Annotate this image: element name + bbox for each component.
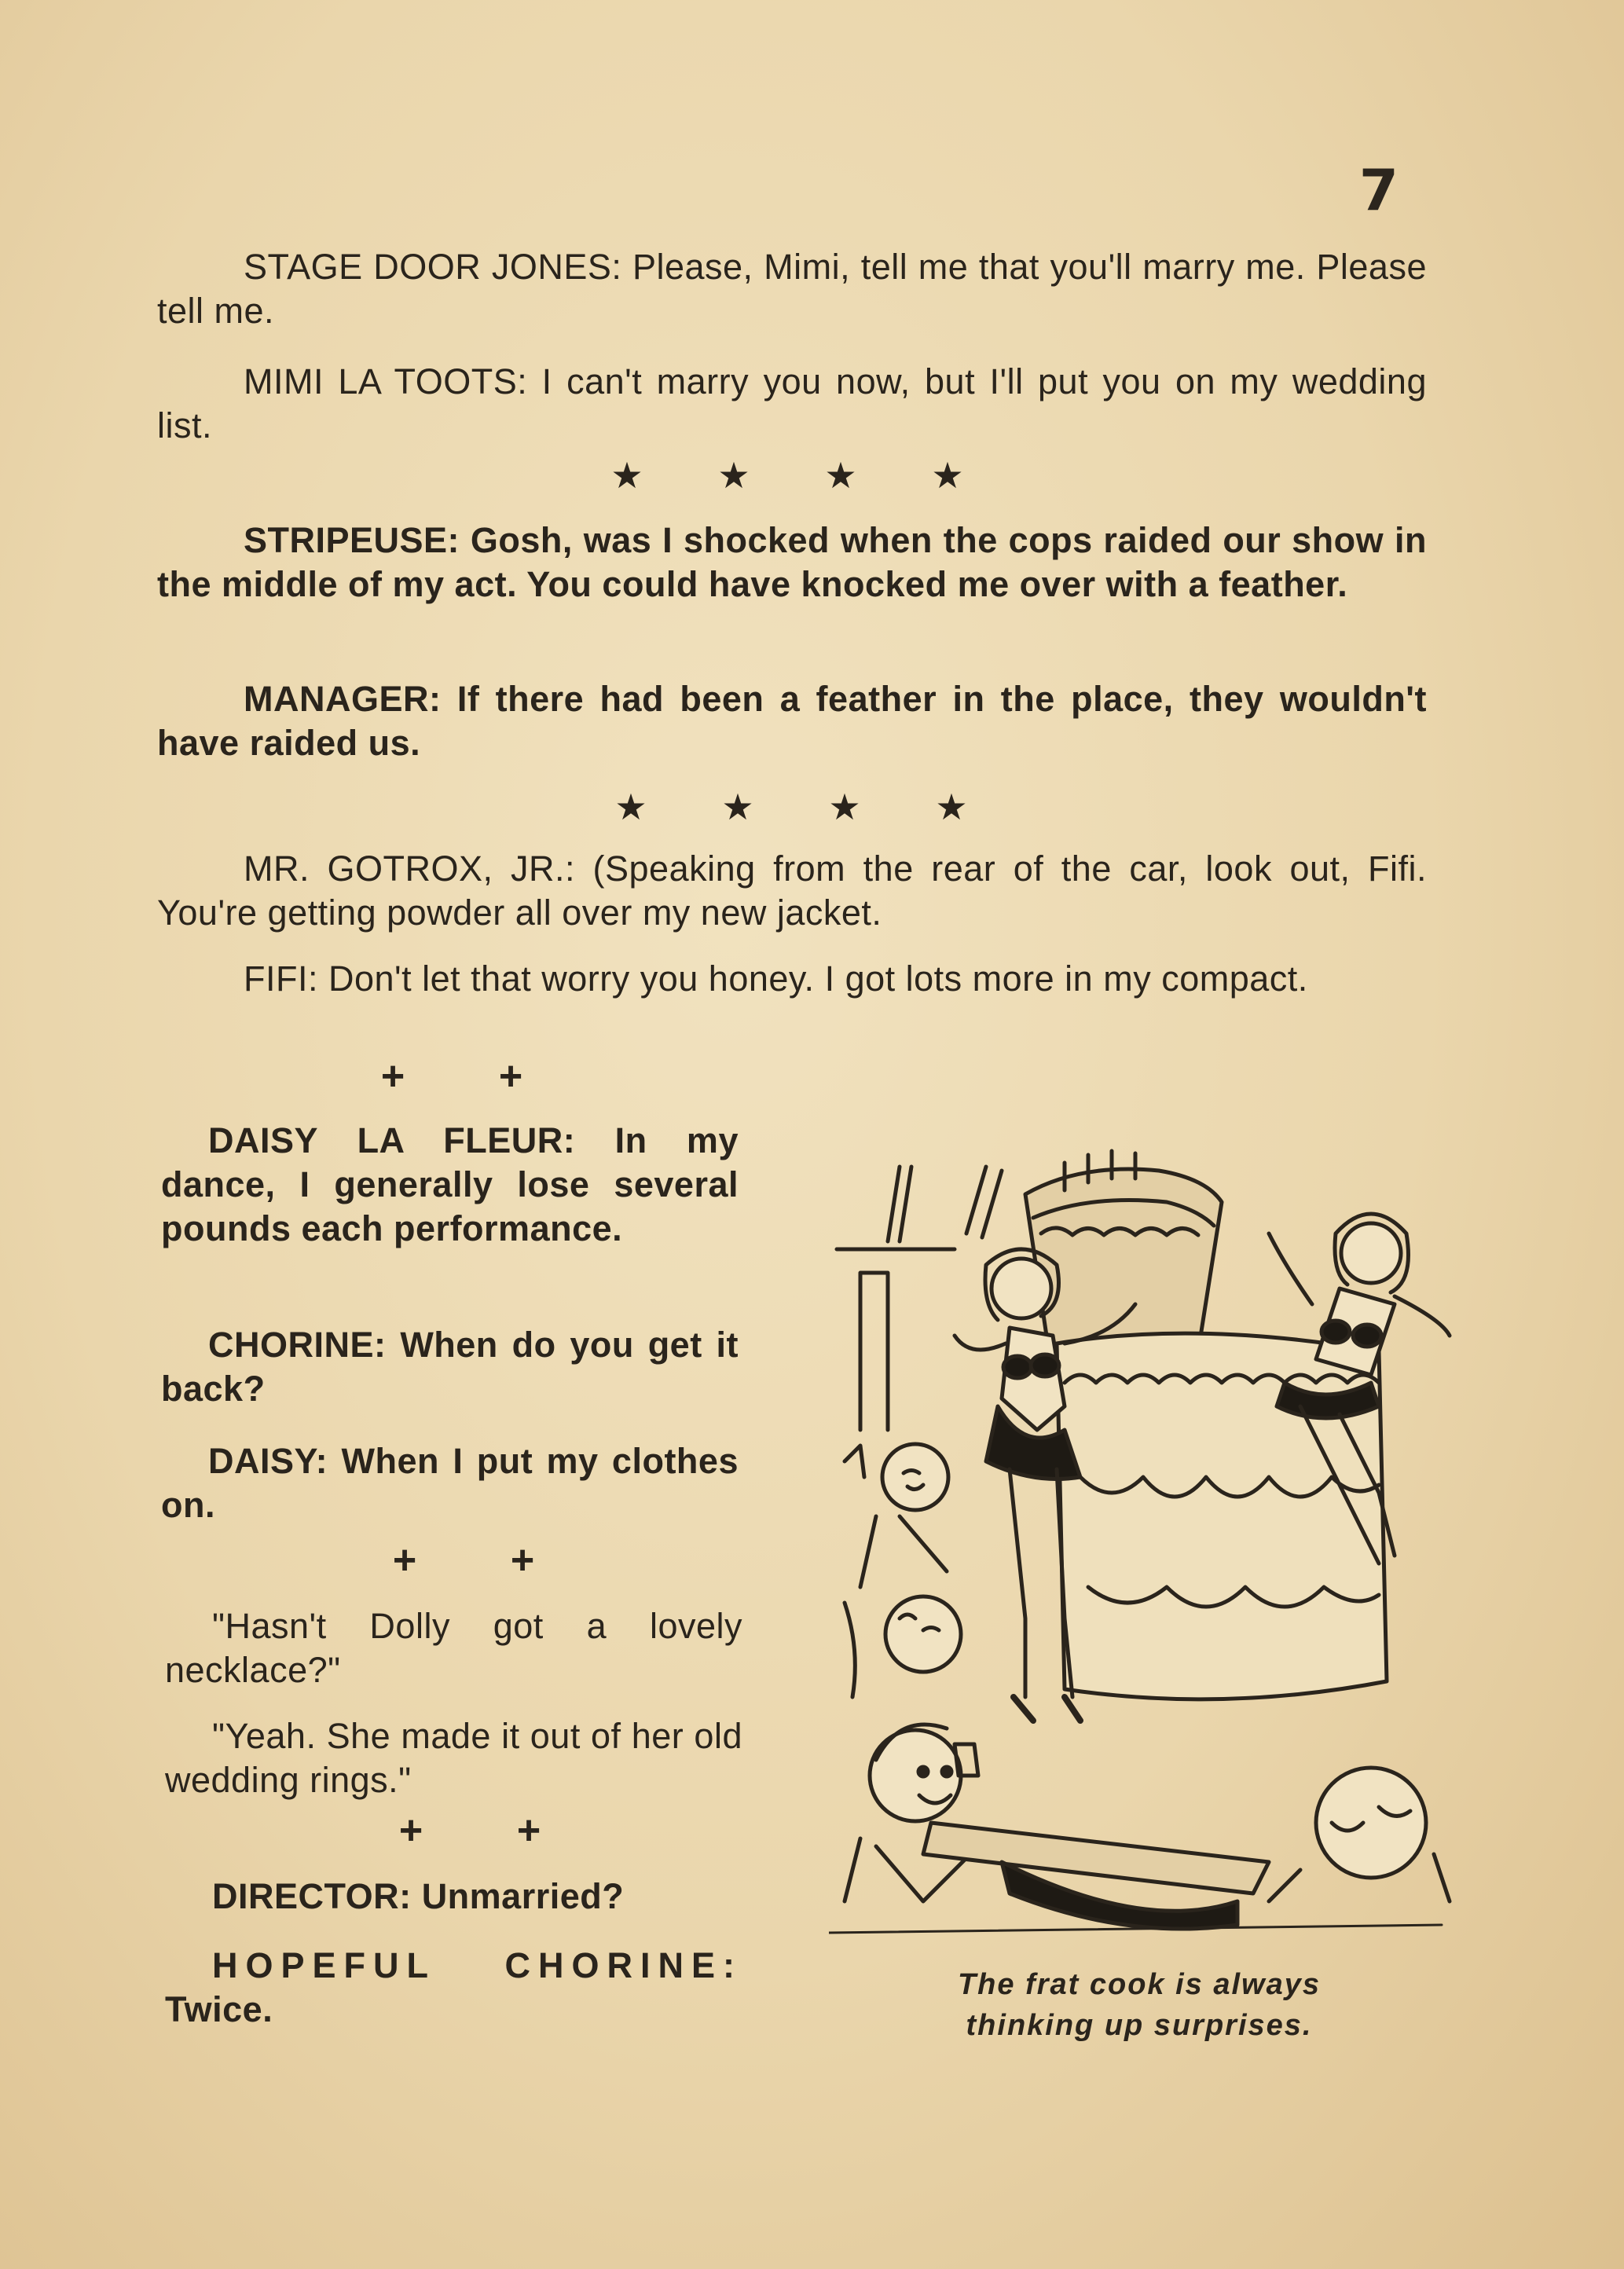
speaker-label: FIFI: bbox=[244, 959, 318, 999]
joke-text: (Speaking from the rear of the car, look out, Fifi. You're getting powder all over my new jacket. bbox=[157, 849, 1427, 933]
cartoon-illustration bbox=[829, 1147, 1457, 1948]
joke-stage-door-jones bbox=[157, 245, 1427, 333]
plus-separator bbox=[346, 1537, 581, 1584]
speaker-label: MIMI LA TOOTS: bbox=[244, 361, 528, 401]
star-icon: ★ bbox=[717, 455, 750, 496]
joke-manager bbox=[157, 677, 1427, 765]
plus-icon: + bbox=[510, 1538, 535, 1583]
joke-text: Don't let that worry you honey. I got lots more in my compact. bbox=[328, 959, 1308, 999]
joke-text: In my dance, I generally lose several pounds each performance. bbox=[161, 1120, 739, 1248]
caption-line: thinking up surprises. bbox=[966, 2009, 1313, 2042]
joke-necklace-answer bbox=[165, 1714, 742, 1802]
joke-text: Twice. bbox=[165, 1989, 273, 2029]
star-icon: ★ bbox=[824, 455, 857, 496]
speaker-label: MANAGER: bbox=[244, 679, 442, 719]
star-icon: ★ bbox=[931, 455, 964, 496]
joke-text: "Hasn't Dolly got a lovely necklace?" bbox=[165, 1606, 742, 1690]
joke-necklace-question bbox=[165, 1604, 742, 1692]
plus-icon: + bbox=[398, 1808, 423, 1853]
joke-text: When I put my clothes on. bbox=[161, 1441, 739, 1525]
joke-chorine bbox=[161, 1323, 739, 1411]
joke-mr-gotrox bbox=[157, 847, 1427, 935]
joke-text: When do you get it back? bbox=[161, 1325, 739, 1409]
page-number: 7 bbox=[1358, 157, 1399, 223]
star-icon: ★ bbox=[828, 786, 861, 827]
joke-stripeuse bbox=[157, 519, 1427, 607]
joke-text: I can't marry you now, but I'll put you on my wedding list. bbox=[157, 361, 1427, 445]
joke-director bbox=[165, 1875, 742, 1919]
star-icon: ★ bbox=[935, 786, 968, 827]
speaker-label: DAISY: bbox=[208, 1441, 328, 1481]
joke-hopeful-chorine bbox=[165, 1944, 742, 2032]
joke-fifi bbox=[157, 957, 1427, 1001]
star-icon: ★ bbox=[721, 786, 754, 827]
speaker-label: STAGE DOOR JONES: bbox=[244, 247, 622, 287]
speaker-label: CHORINE: bbox=[208, 1325, 387, 1365]
joke-daisy bbox=[161, 1439, 739, 1527]
plus-separator bbox=[352, 1807, 588, 1854]
joke-text: Please, Mimi, tell me that you'll marry me. Please tell me. bbox=[157, 247, 1427, 331]
cartoon-caption bbox=[856, 1964, 1422, 2046]
joke-text: If there had been a feather in the place, they wouldn't have raided us. bbox=[157, 679, 1427, 763]
speaker-label: MR. GOTROX, JR.: bbox=[244, 849, 576, 889]
joke-text: Gosh, was I shocked when the cops raided our show in the middle of my act. You could have knocked me over with a feather. bbox=[157, 520, 1427, 604]
caption-line: The frat cook is always bbox=[957, 1968, 1322, 2001]
joke-text: "Yeah. She made it out of her old wedding rings." bbox=[165, 1716, 742, 1800]
speaker-label: HOPEFUL CHORINE: bbox=[212, 1945, 742, 1985]
speaker-label: DIRECTOR: bbox=[212, 1876, 412, 1916]
speaker-label: DAISY LA FLEUR: bbox=[208, 1120, 576, 1160]
joke-daisy-la-fleur bbox=[161, 1119, 739, 1251]
plus-separator bbox=[334, 1053, 570, 1100]
star-icon: ★ bbox=[614, 786, 647, 827]
joke-text: Unmarried? bbox=[421, 1876, 625, 1916]
star-separator bbox=[574, 454, 1001, 497]
speaker-label: STRIPEUSE: bbox=[244, 520, 460, 560]
star-icon: ★ bbox=[610, 455, 643, 496]
star-separator bbox=[577, 786, 1005, 828]
joke-mimi-la-toots bbox=[157, 360, 1427, 448]
plus-icon: + bbox=[380, 1054, 405, 1099]
plus-icon: + bbox=[498, 1054, 523, 1099]
plus-icon: + bbox=[392, 1538, 417, 1583]
plus-icon: + bbox=[516, 1808, 541, 1853]
